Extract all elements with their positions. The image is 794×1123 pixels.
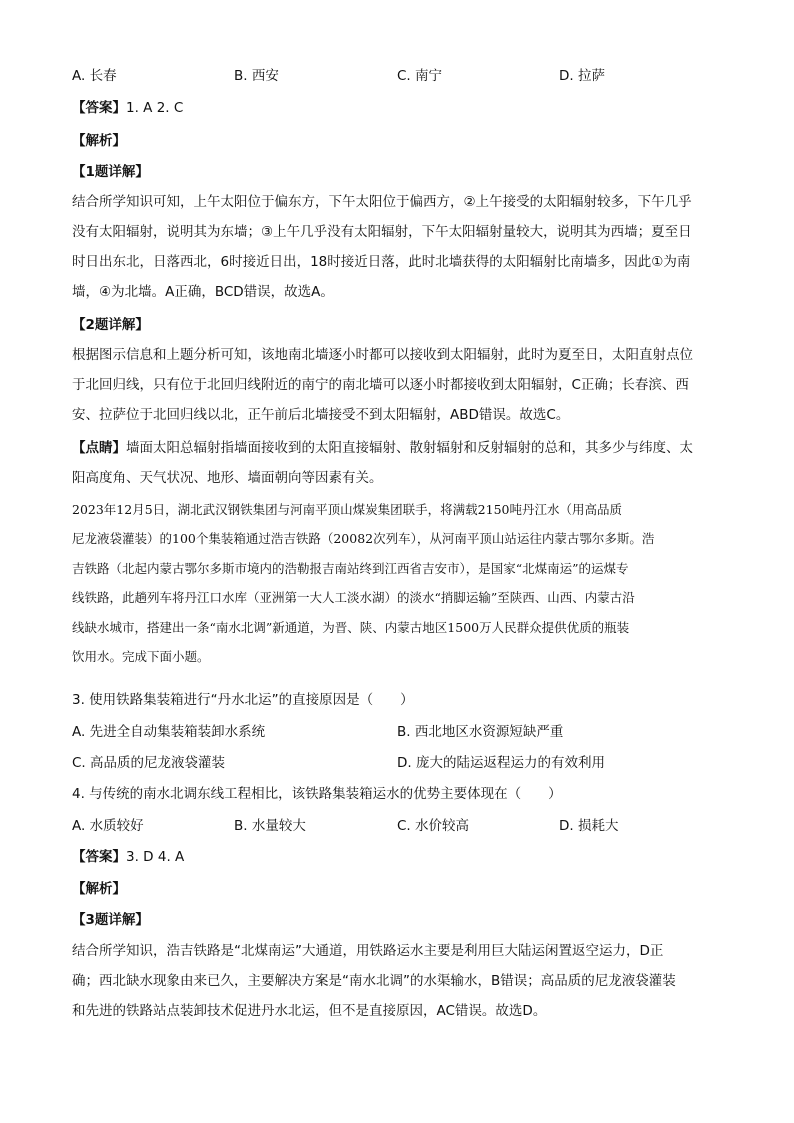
answer-line-1 [72, 98, 183, 118]
tip-tag: 【点睛】 [72, 440, 126, 456]
answer-text: 1. A 2. C [126, 100, 184, 116]
q4-option-a: A. 水质较好 [72, 818, 144, 834]
detail-1-line: 结合所学知识可知，上午太阳位于偏东方，下午太阳位于偏西方，②上午接受的太阳辐射较多，下午几乎 [72, 194, 692, 210]
passage-line: 2023年12月5日，湖北武汉钢铁集团与河南平顶山煤炭集团联手，将满载2150吨丹江水（用高品质 [72, 502, 622, 517]
detail-1-line: 没有太阳辐射，说明其为东墙；③上午几乎没有太阳辐射，下午太阳辐射量较大，说明其为西墙；夏至日 [72, 224, 692, 240]
detail-1-line: 墙，④为北墙。A正确，BCD错误，故选A。 [72, 284, 334, 300]
detail-2-line: 根据图示信息和上题分析可知，该地南北墙逐小时都可以接收到太阳辐射，此时为夏至日，太阳直射点位 [72, 347, 693, 363]
passage-line: 饮用水。完成下面小题。 [72, 649, 210, 664]
detail-3-line: 结合所学知识，浩吉铁路是“北煤南运”大通道，用铁路运水主要是利用巨大陆运闲置返空运力，D正 [72, 943, 664, 959]
q4-option-d: D. 损耗大 [559, 818, 619, 834]
analysis-heading-2: 【解析】 [72, 881, 126, 897]
detail-1-heading: 【1题详解】 [72, 164, 149, 180]
detail-1-line: 时日出东北，日落西北，6时接近日出，18时接近日落，此时北墙获得的太阳辐射比南墙多，因此①为南 [72, 254, 691, 270]
option-c: C. 南宁 [397, 68, 443, 84]
q3-option-d: D. 庞大的陆运返程运力的有效利用 [397, 755, 605, 771]
question-4-stem: 4. 与传统的南水北调东线工程相比，该铁路集装箱运水的优势主要体现在（ ） [72, 786, 562, 802]
option-b: B. 西安 [234, 68, 279, 84]
answer-text: 3. D 4. A [126, 849, 185, 865]
detail-2-line: 于北回归线，只有位于北回归线附近的南宁的南北墙可以逐小时都接收到太阳辐射，C正确；长春滨、西 [72, 377, 689, 393]
q3-option-c: C. 高品质的尼龙液袋灌装 [72, 755, 226, 771]
answer-tag: 【答案】 [72, 100, 126, 116]
tip-line: 阳高度角、天气状况、地形、墙面朝向等因素有关。 [72, 470, 383, 486]
detail-3-heading: 【3题详解】 [72, 912, 149, 928]
q4-option-b: B. 水量较大 [234, 818, 306, 834]
passage-line: 吉铁路（北起内蒙古鄂尔多斯市境内的浩勒报吉南站终到江西省吉安市），是国家“北煤南运”的运煤专 [72, 561, 629, 576]
analysis-heading-1: 【解析】 [72, 133, 126, 149]
detail-3-line: 和先进的铁路站点装卸技术促进丹水北运，但不是直接原因，AC错误。故选D。 [72, 1003, 547, 1019]
passage-line: 线缺水城市，搭建出一条“南水北调”新通道，为晋、陕、内蒙古地区1500万人民群众提供优质的瓶装 [72, 620, 630, 635]
passage-line: 线铁路，此趟列车将丹江口水库（亚洲第一大人工淡水湖）的淡水“捎脚运输”至陕西、山西、内蒙古沿 [72, 590, 635, 605]
tip-line [72, 438, 693, 458]
option-d: D. 拉萨 [559, 68, 605, 84]
detail-2-heading: 【2题详解】 [72, 317, 149, 333]
tip-text: 墙面太阳总辐射指墙面接收到的太阳直接辐射、散射辐射和反射辐射的总和，其多少与纬度、太 [126, 440, 693, 456]
passage-line: 尼龙液袋灌装）的100个集装箱通过浩吉铁路（20082次列车），从河南平顶山站运往内蒙古鄂尔多斯。浩 [72, 531, 655, 546]
answer-tag: 【答案】 [72, 849, 126, 865]
q4-option-c: C. 水价较高 [397, 818, 470, 834]
detail-2-line: 安、拉萨位于北回归线以北，正午前后北墙接受不到太阳辐射，ABD错误。故选C。 [72, 407, 570, 423]
q3-option-a: A. 先进全自动集装箱装卸水系统 [72, 724, 266, 740]
option-a: A. 长春 [72, 68, 117, 84]
answer-line-2 [72, 847, 184, 867]
question-3-stem: 3. 使用铁路集装箱进行“丹水北运”的直接原因是（ ） [72, 692, 414, 708]
q3-option-b: B. 西北地区水资源短缺严重 [397, 724, 564, 740]
detail-3-line: 确；西北缺水现象由来已久，主要解决方案是“南水北调”的水渠输水，B错误；高品质的尼龙液袋灌装 [72, 973, 676, 989]
